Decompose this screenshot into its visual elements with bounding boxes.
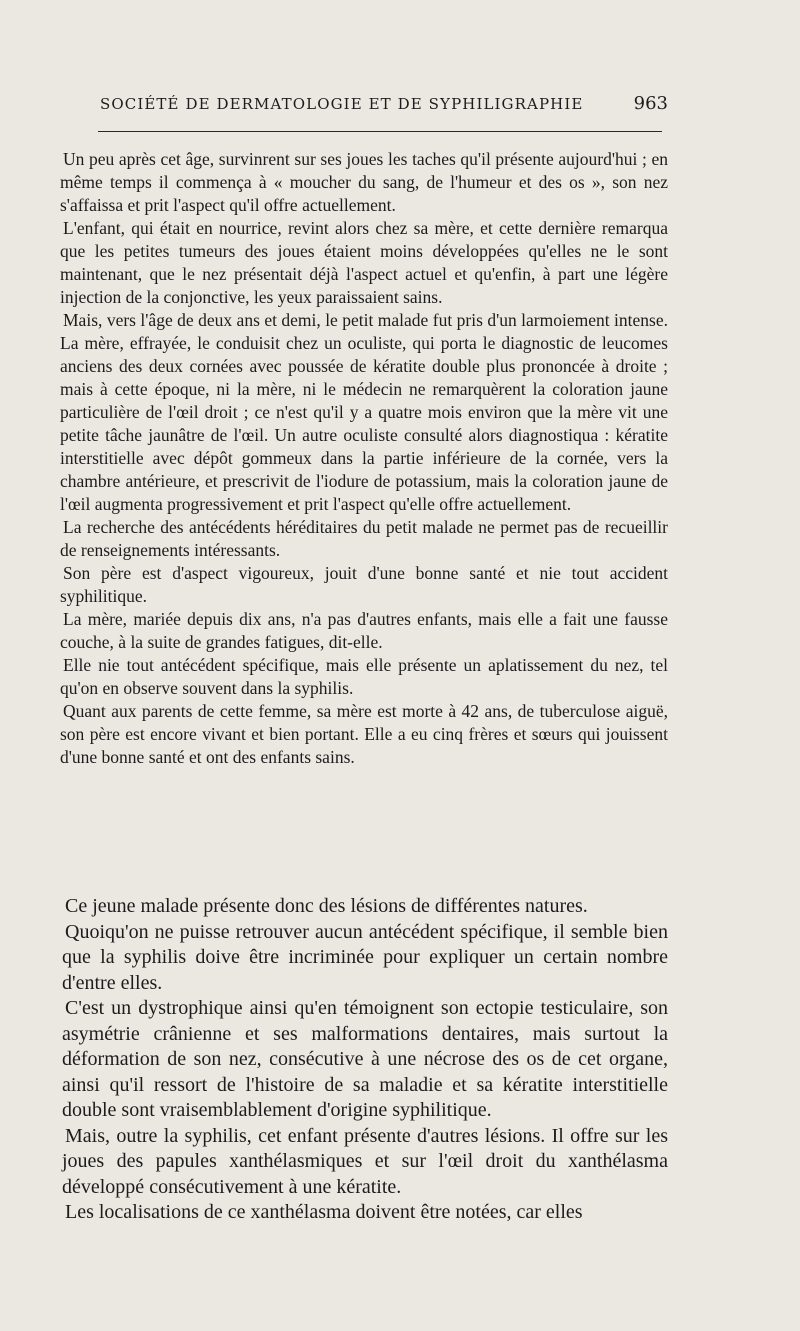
running-header-title: SOCIÉTÉ DE DERMATOLOGIE ET DE SYPHILIGRAPHIE [100,95,584,113]
paragraph: Mais, outre la syphilis, cet enfant présente d'autres lésions. Il offre sur les joues des papules xanthélasmiques et sur l'œil droit du xanthélasma développé consécutivement à une kératite. [62,1124,668,1198]
paragraph: L'enfant, qui était en nourrice, revint alors chez sa mère, et cette dernière remarqua que les petites tumeurs des joues étaient moins développées qu'elles ne le sont maintenant, que le nez présentait déjà l'aspect actuel et qu'enfin, à part une légère injection de la conjonctive, les yeux paraissaient sains. [60,218,668,307]
paragraph: Elle nie tout antécédent spécifique, mais elle présente un aplatissement du nez, tel qu'on en observe souvent dans la syphilis. [60,655,668,698]
paragraph: Mais, vers l'âge de deux ans et demi, le petit malade fut pris d'un larmoiement intense. La mère, effrayée, le conduisit chez un oculiste, qui porta le diagnostic de leucomes anciens des deux cornées avec poussée de kératite double plus prononcée à droite ; mais à cette époque, ni la mère, ni le médecin ne remarquèrent la coloration jaune particulière de l'œil droit ; ce n'est qu'il y a quatre mois environ que la mère vit une petite tâche jaunâtre de l'œil. Un autre oculiste consulté alors diagnostiqua : kératite interstitielle avec dépôt gommeux dans la partie inférieure de la cornée, vers la chambre antérieure, et prescrivit de l'iodure de potassium, mais la coloration jaune de l'œil augmenta progressivement et prit l'aspect qu'elle offre actuellement. [60,310,668,514]
paragraph: La recherche des antécédents héréditaires du petit malade ne permet pas de recueillir de renseignements intéressants. [60,517,668,560]
paragraph: Quant aux parents de cette femme, sa mère est morte à 42 ans, de tuberculose aiguë, son père est encore vivant et bien portant. Elle a eu cinq frères et sœurs qui jouissent d'une bonne santé et ont des enfants sains. [60,701,668,767]
page-number: 963 [633,93,668,114]
header-rule [98,131,662,132]
paragraph: Les localisations de ce xanthélasma doivent être notées, car elles [65,1201,583,1223]
paragraph: La mère, mariée depuis dix ans, n'a pas d'autres enfants, mais elle a fait une fausse couche, à la suite de grandes fatigues, dit-elle. [60,609,668,652]
paragraph: Son père est d'aspect vigoureux, jouit d'une bonne santé et nie tout accident syphilitique. [60,563,668,606]
running-header [100,95,668,121]
paragraph: Quoiqu'on ne puisse retrouver aucun antécédent spécifique, il semble bien que la syphilis doive être incriminée pour expliquer un certain nombre d'entre elles. [62,920,668,994]
body-text-small [60,148,668,769]
paragraph: Ce jeune malade présente donc des lésions de différentes natures. [65,895,588,917]
body-text-large [62,894,668,1226]
paragraph: Un peu après cet âge, survinrent sur ses joues les taches qu'il présente aujourd'hui ; en même temps il commença à « moucher du sang, de l'humeur et des os », son nez s'affaissa et prit l'aspect qu'il offre actuellement. [60,149,668,215]
paragraph: C'est un dystrophique ainsi qu'en témoignent son ectopie testiculaire, son asymétrie crânienne et ses malformations dentaires, mais surtout la déformation de son nez, consécutive à une nécrose des os de cet organe, ainsi qu'il ressort de l'histoire de sa maladie et sa kératite interstitielle double sont vraisemblablement d'origine syphilitique. [62,997,668,1121]
